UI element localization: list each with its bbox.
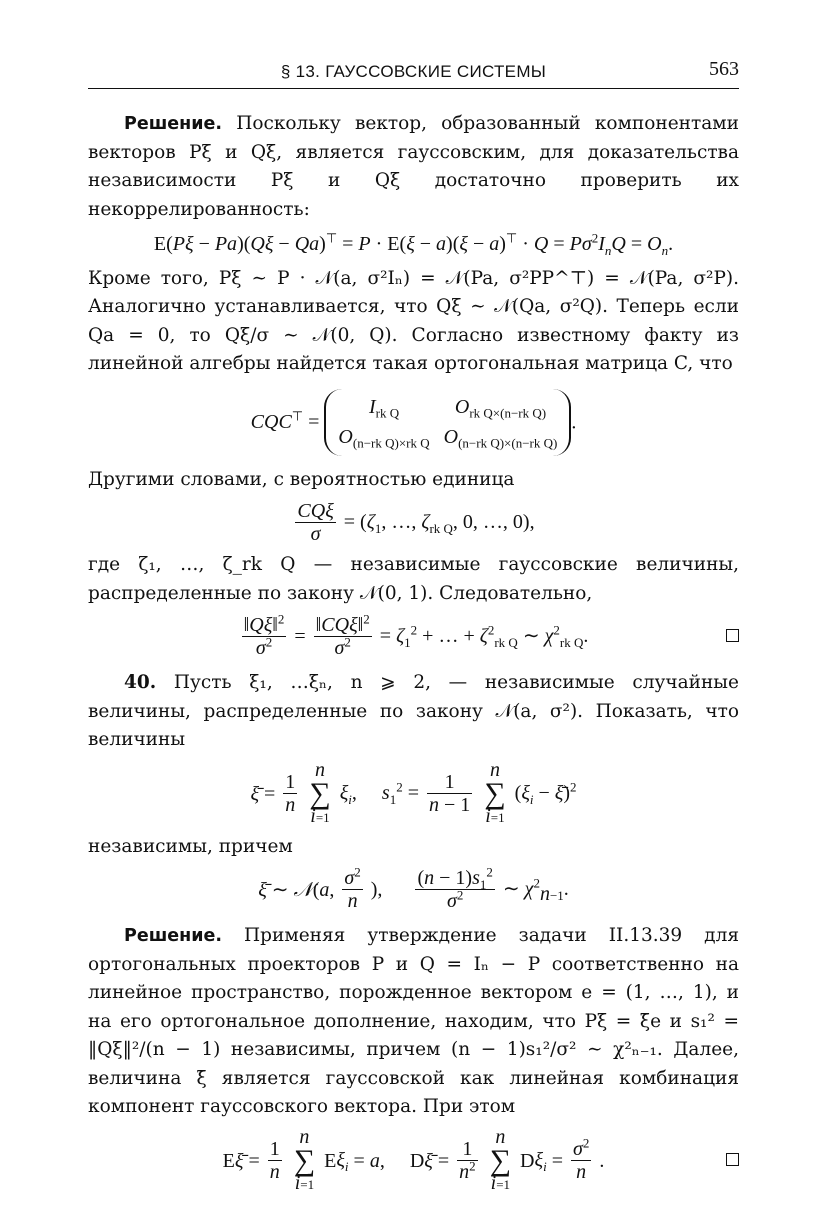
solution-paragraph-3: Другими словами, с вероятностью единица: [88, 468, 515, 490]
equation-covariance: $E(P\xi - Pa)(Q\xi - Qa)^⊤ = P \cdot E(\xi - a)(\xi - a)^⊤ \cdot Q = P\sigma^2I_nQ = O_n$.: [153, 230, 674, 258]
problem-40-text: Пусть ξ₁, …ξₙ, n ⩾ 2, — независимые случайные величины, распределенные по закону 𝒩(a, σ²). Показать, что величины: [88, 672, 739, 750]
solution-label-2: Решение.: [124, 926, 223, 946]
equation-distributions: ξ̄ ∼ 𝒩(a, $\frac{\sigma^2}{n}$ ), $\frac{(n - 1)s_1^2}{\sigma^2}$ ∼ $\chi^2_{n-1}$.: [258, 864, 569, 912]
solution-label: Решение.: [124, 114, 223, 134]
equation-chi-square: $\frac{‖Q\xi‖^2}{\sigma^2}$ = $\frac{‖CQ\xi‖^2}{\sigma^2}$ = $\zeta_1^2$ + … + $\zeta^2_{rk Q}$ ∼ $\chi^2_{rk Q}$.: [88, 614, 739, 659]
section-title: § 13. ГАУССОВСКИЕ СИСТЕМЫ: [280, 62, 547, 81]
solution-2-paragraph: [88, 922, 739, 1122]
qed-square-2: [726, 1153, 739, 1166]
equation-moments: Eξ̄ = $\frac{1}{n}$ n ∑ i=1 $E\xi_i = a$, Dξ̄ = $\frac{1}{n^2}$ n ∑ i=1 $D\xi_i$ = $\frac{\sigma^2}{n}$ .: [88, 1130, 739, 1192]
solution-2-text: Применяя утверждение задачи II.13.39 для ортогональных проекторов P и Q = Iₙ − P соответственно на линейное пространство, порожденное вектором e = (1, …, 1), и на его ортогональное дополнение, находим, что Pξ = ξ̄e и s₁² = ‖Qξ‖²/(n − 1) независимы, причем (n − 1)s₁²/σ² ∼ χ²ₙ₋₁. Далее, величина ξ̄ является гауссовской как линейная комбинация компонент гауссовского вектора. При этом: [88, 925, 739, 1117]
body-text: [88, 110, 739, 1200]
solution-paragraph-1: [88, 110, 739, 224]
block-matrix: $I_{rk Q}$ $O_{rk Q\times(n-rk Q)}$ $O_{(n-rk Q)\times rk Q}$ $O_{(n-rk Q)\times(n-rk Q)}$: [324, 389, 571, 456]
equation-definitions: ξ̄ = $\frac{1}{n}$ n ∑ i=1 $\xi_i$, $s_1^2$ = $\frac{1}{n - 1}$ n ∑ i=1 ($\xi_i$ − ξ̄)$^2$: [250, 758, 577, 827]
problem-40-statement: [88, 669, 739, 755]
equation-zeta-vector: $\frac{\text{CQξ}}{\sigma}$ = ($\zeta_1$, …, $\zeta_{rk Q}$, 0, …, 0),: [297, 500, 535, 545]
running-head: [88, 58, 739, 89]
page-number: 563: [709, 58, 739, 80]
problem-40-continuation: независимы, причем: [88, 835, 293, 857]
qed-square-1: [726, 629, 739, 642]
solution-paragraph-4: где ζ₁, …, ζ_rk Q — независимые гауссовские величины, распределенные по закону 𝒩(0, 1). Следовательно,: [88, 554, 739, 604]
problem-number: 40.: [124, 672, 157, 693]
solution-paragraph-2: Кроме того, Pξ ∼ P · 𝒩(a, σ²Iₙ) = 𝒩(Pa, σ²PP^⊤) = 𝒩(Pa, σ²P). Аналогично устанавливается, что Qξ ∼ 𝒩(Qa, σ²Q). Теперь если Qa = 0, то Qξ/σ ∼ 𝒩(0, Q). Согласно известному факту из линейной алгебры найдется такая ортогональная матрица C, что: [88, 267, 739, 374]
equation-matrix: CQC⊤ = $I_{rk Q}$ $O_{rk Q\times(n-rk Q)}$ $O_{(n-rk Q)\times rk Q}$ $O_{(n-rk Q)\times(n-rk Q)}$ .: [88, 389, 739, 456]
solution-1-intro: Поскольку вектор, образованный компонентами векторов Pξ и Qξ, является гауссовским, для доказательства независимости Pξ и Qξ достаточно проверить их некоррелированность:: [88, 113, 739, 220]
